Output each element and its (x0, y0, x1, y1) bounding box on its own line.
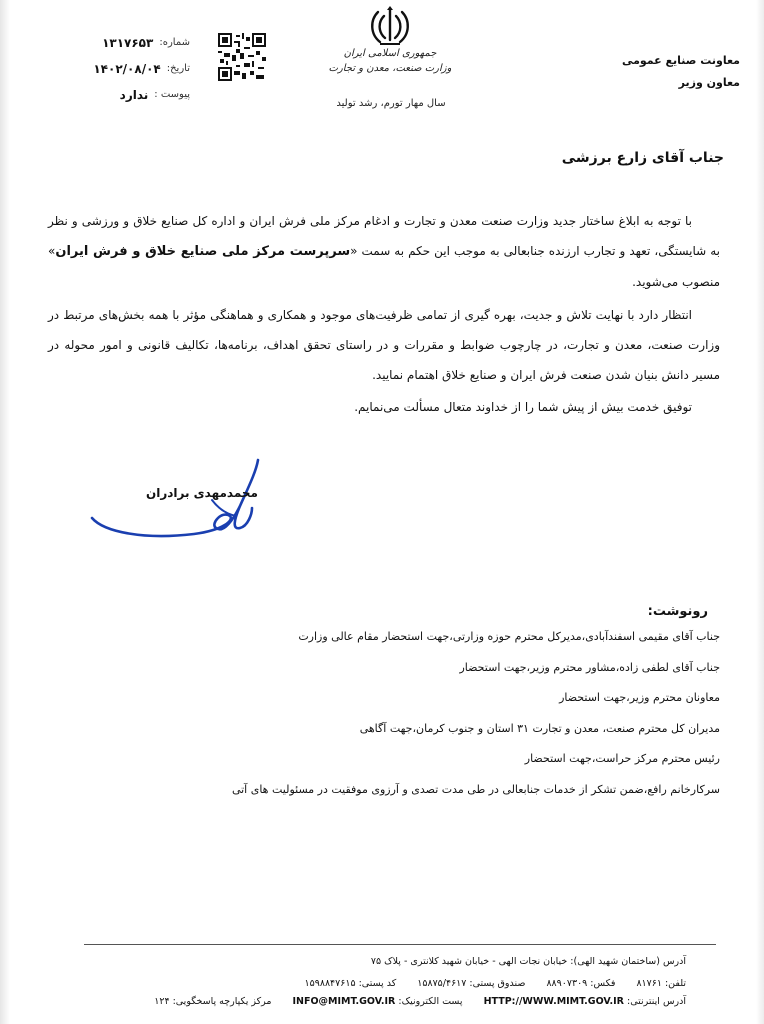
salutation: جناب آقای زارع برزشی (561, 150, 724, 166)
cc-item: جناب آقای لطفی زاده،مشاور محترم وزیر،جهت استحضار (459, 660, 720, 674)
attachment-label: پیوست : (154, 89, 190, 100)
ministry-name (320, 46, 460, 76)
letter-date: ۱۴۰۲/۰۸/۰۴ (93, 62, 161, 76)
footer-address (76, 956, 686, 967)
scan-edge-left (0, 0, 10, 1024)
footer-email[interactable]: INFO@MIMT.GOV.IR (292, 996, 396, 1007)
paragraph-closing (48, 392, 720, 422)
cc-item: سرکارخانم رافع،ضمن تشکر از خدمات جنابعالی در طی مدت تصدی و آرزوی موفقیت در مسئولیت های آتی (231, 782, 720, 796)
footer-postal-code: کد پستی: ۱۵۹۸۸۴۷۶۱۵ (304, 978, 397, 989)
office-line-2: معاون وزیر (678, 76, 740, 89)
footer-website[interactable]: HTTP://WWW.MIMT.GOV.IR (483, 996, 624, 1007)
office-line-1: معاونت صنایع عمومی (621, 54, 740, 67)
cc-item: جناب آقای مقیمی اسفندآبادی،مدیرکل محترم حوزه وزارتی،جهت استحضار مقام عالی وزارت (298, 630, 720, 643)
footer-online (76, 996, 686, 1007)
footer-address-text: آدرس (ساختمان شهید الهی): خیابان نجات الهی - خیابان شهید کلانتری - پلاک ۷۵ (370, 956, 686, 967)
office-heading (560, 50, 740, 94)
cc-item: رئیس محترم مرکز حراست،جهت استحضار (524, 752, 720, 765)
appointment-title: سرپرست مرکز ملی صنایع خلاق و فرش ایران (55, 244, 351, 259)
cc-item: مدیران کل محترم صنعت، معدن و تجارت ۳۱ استان و جنوب کرمان،جهت آگاهی (359, 721, 720, 735)
letter-number-label: شماره: (159, 37, 190, 48)
scan-edge-right (756, 0, 764, 1024)
ministry-line-2: وزارت صنعت، معدن و تجارت (328, 63, 452, 74)
letter-number: ۱۳۱۷۶۵۳ (102, 36, 154, 50)
letter-date-row (60, 56, 190, 82)
letter-meta (60, 30, 190, 108)
footer-website-label: آدرس اینترنتی: (627, 996, 686, 1007)
cc-item: معاونان محترم وزیر،جهت استحضار (559, 691, 720, 704)
paragraph-appointment-end: » منصوب می‌شوید. (48, 244, 720, 289)
footer-email-label: پست الکترونیک: (398, 996, 463, 1007)
attachment-value: ندارد (119, 88, 149, 102)
paragraph-appointment (48, 206, 720, 297)
footer-contacts (76, 978, 686, 989)
paragraph-expectations (48, 300, 720, 390)
letter-number-row (60, 30, 190, 56)
cc-title: رونوشت: (647, 604, 708, 619)
cc-list (90, 622, 720, 805)
iran-emblem-icon (368, 6, 412, 48)
footer-phone: تلفن: ۸۱۷۶۱ (636, 978, 686, 989)
letter-date-label: تاریخ: (166, 63, 190, 74)
paragraph-closing-text: توفیق خدمت بیش از پیش شما را از خداوند متعال مسألت می‌نمایم. (354, 400, 692, 414)
paragraph-expectations-text: انتظار دارد با نهایت تلاش و جدیت، بهره گیری از تمامی ظرفیت‌های موجود و همکاری و هماهنگی مؤثر با همه بخش‌های مرتبط در وزارت صنعت، معدن و تجارت، در چارچوب ضوابط و مقررات و در راستای تحقق اهداف، برنامه‌ها، تکالیف قانونی و امور محوله در مسیر دانش بنیان شدن صنعت فرش ایران و صنایع خلاق اهتمام نمایید. (48, 308, 720, 382)
signer-name: محمدمهدی برادران (145, 486, 258, 500)
attachment-row (60, 82, 190, 108)
handwritten-signature-icon (84, 458, 264, 548)
ministry-line-1: جمهوری اسلامی ایران (343, 48, 437, 59)
year-slogan: سال مهار تورم، رشد تولید (336, 98, 446, 109)
footer-fax: فکس: ۸۸۹۰۷۳۰۹ (546, 978, 616, 989)
footer-divider (84, 944, 716, 945)
paragraph-appointment-text: با توجه به ابلاغ ساختار جدید وزارت صنعت معدن و تجارت و ادغام مرکز ملی فرش ایران و اداره کل صنایع خلاق و ورزشی و نظر به شایستگی، تعهد و تجارب ارزنده جنابعالی به موجب این حکم به سمت « (48, 214, 721, 258)
footer-pobox: صندوق پستی: ۱۵۸۷۵/۴۶۱۷ (417, 978, 526, 989)
footer-call-center: مرکز یکپارچه پاسخگویی: ۱۲۴ (154, 996, 272, 1007)
qr-code-icon (218, 33, 266, 81)
